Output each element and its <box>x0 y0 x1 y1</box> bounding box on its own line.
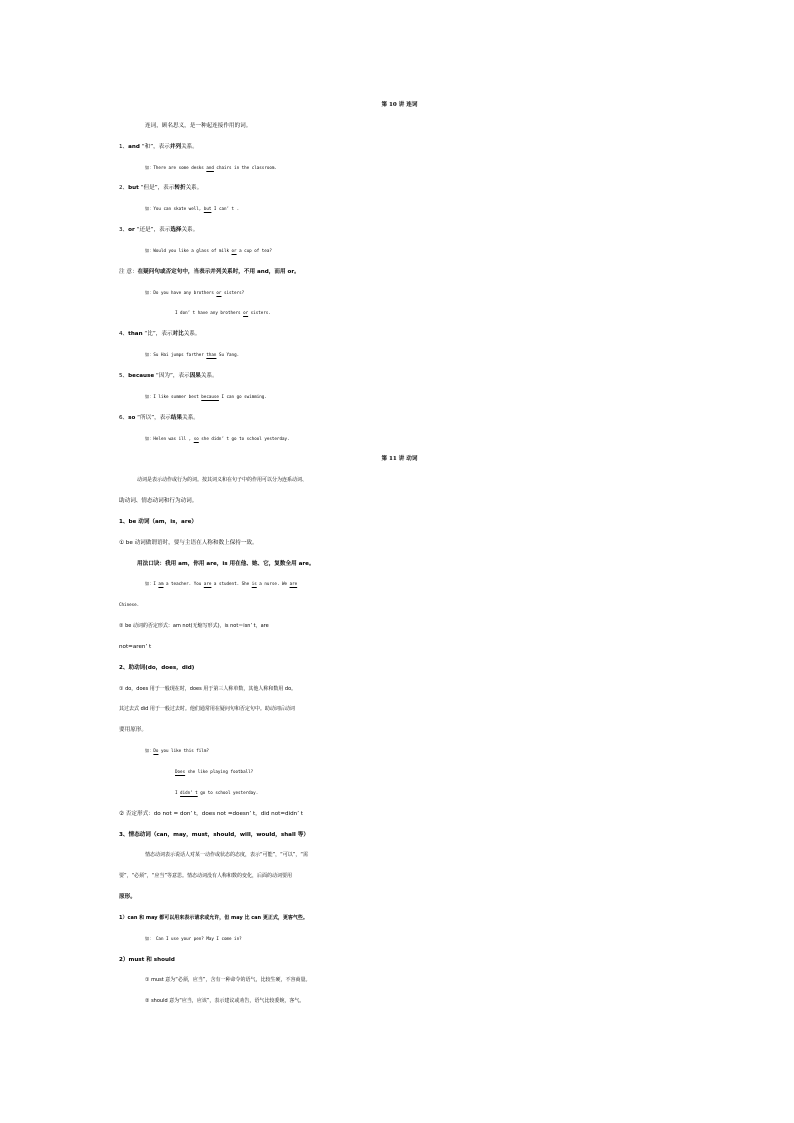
be-verb-point-2a: ② be 动词的否定形式：am not(无缩写形式)，is not＝isn’ t，are <box>119 623 269 630</box>
section-aux-verb-heading: 2、助动词(do，does，did) <box>119 664 195 671</box>
example-because: 如：I like summer best because I can go swimming. <box>145 393 267 399</box>
be-verb-point-2b: not=aren’ t <box>119 643 152 650</box>
aux-verb-point-2: ② 否定形式：do not = don’ t，does not =doesn’ t，did not=didn’ t <box>119 810 303 817</box>
lesson11-intro-1: 动词是表示动作或行为的词。按其词义和在句子中的作用可以分为连系动词、 <box>137 477 308 484</box>
section-modal-verb-heading: 3、情态动词（can，may，must，should，will，would，shall 等） <box>119 831 309 838</box>
be-verb-example: 如：I am a teacher. You are a student. She is a nurse. We are <box>145 581 298 587</box>
modal-must-should-heading: 2）must 和 should <box>119 956 175 963</box>
modal-should-point: ② should 意为“应当，应该”，表示建议或劝告，语气比较委婉，客气。 <box>145 998 305 1005</box>
document-page <box>0 95 794 1012</box>
lesson11-intro-2: 助动词、情态动词和行为动词。 <box>119 498 198 505</box>
example-so: 如：Helen was ill , so she didn’ t go to school yesterday. <box>145 435 290 441</box>
conjunction-item-but: 2、but “但是”，表示转折关系。 <box>119 185 203 192</box>
lesson10-intro: 连词，顾名思义，是一种起连接作用的词。 <box>145 122 252 129</box>
be-verb-rule: 用法口诀：我用 am，你用 are，is 用在他、她、它，复数全用 are。 <box>137 560 315 567</box>
example-or: 如：Would you like a glass of milk or a cup of tea? <box>145 247 272 253</box>
note-example-1: 如：Do you have any brothers or sisters? <box>145 289 245 295</box>
example-but: 如：You can skate well, but I can’ t . <box>145 206 240 212</box>
section-be-verb-heading: 1、be 动词（am，is，are） <box>119 518 197 525</box>
modal-verb-para-c: 原形。 <box>119 894 136 901</box>
conjunction-item-or: 3、or “还是”，表示选择关系。 <box>119 227 199 234</box>
modal-must-point: ① must 意为“必须，应当”，含有一种命令的语气，比较生硬，不容商量。 <box>145 977 311 984</box>
lesson11-title: 第 11 讲 动词 <box>381 456 418 463</box>
modal-verb-para-a: 情态动词表示说话人对某一动作或状态的态度，表示“可能”，“可以”，“需 <box>145 852 308 859</box>
be-verb-example-cont: Chinese. <box>119 602 140 608</box>
conjunction-item-because: 5、because “因为”，表示因果关系。 <box>119 372 218 379</box>
aux-verb-point-1b: 其过去式 did 用于一般过去时。他们通常用在疑问句和否定句中。助动词后动词 <box>119 706 295 713</box>
aux-verb-example-3: I didn’ t go to school yesterday. <box>175 789 259 795</box>
conjunction-item-and: 1、and “和”，表示并列关系。 <box>119 143 198 150</box>
aux-verb-point-1c: 要用原形。 <box>119 727 147 734</box>
conjunction-item-so: 6、so “所以”，表示结果关系。 <box>119 414 199 421</box>
modal-verb-para-b: 要”，“必须”，“应当”等意思。情态动词没有人称和数的变化，后面的动词要用 <box>119 873 292 880</box>
note-example-2: I don’ t have any brothers or sisters. <box>175 310 271 316</box>
be-verb-point-1: ① be 动词做谓语时，要与主语在人称和数上保持一致。 <box>119 539 258 546</box>
example-and: 如：There are some desks and chairs in the classroom. <box>145 164 277 170</box>
aux-verb-point-1a: ① do，does 用于一般现在时，does 用于第三人称单数，其他人称和数用 do。 <box>119 685 297 692</box>
aux-verb-example-1: 如：Do you like this film? <box>145 748 209 754</box>
modal-can-may-example: 如： Can I use your pen? May I come in? <box>145 935 242 941</box>
aux-verb-example-2: Does she like playing football? <box>175 769 254 774</box>
note-line: 注 意：在疑问句或否定句中，当表示并列关系时，不用 and，而用 or。 <box>119 268 300 275</box>
modal-can-may-heading: 1）can 和 may 都可以用来表示请求或允许，但 may 比 can 更正式，更客气些。 <box>119 914 308 921</box>
example-than: 如：Su Hai jumps farther than Su Yang. <box>145 352 240 358</box>
lesson10-title: 第 10 讲 连词 <box>381 102 418 108</box>
conjunction-item-than: 4、than “比”，表示对比关系。 <box>119 331 201 338</box>
